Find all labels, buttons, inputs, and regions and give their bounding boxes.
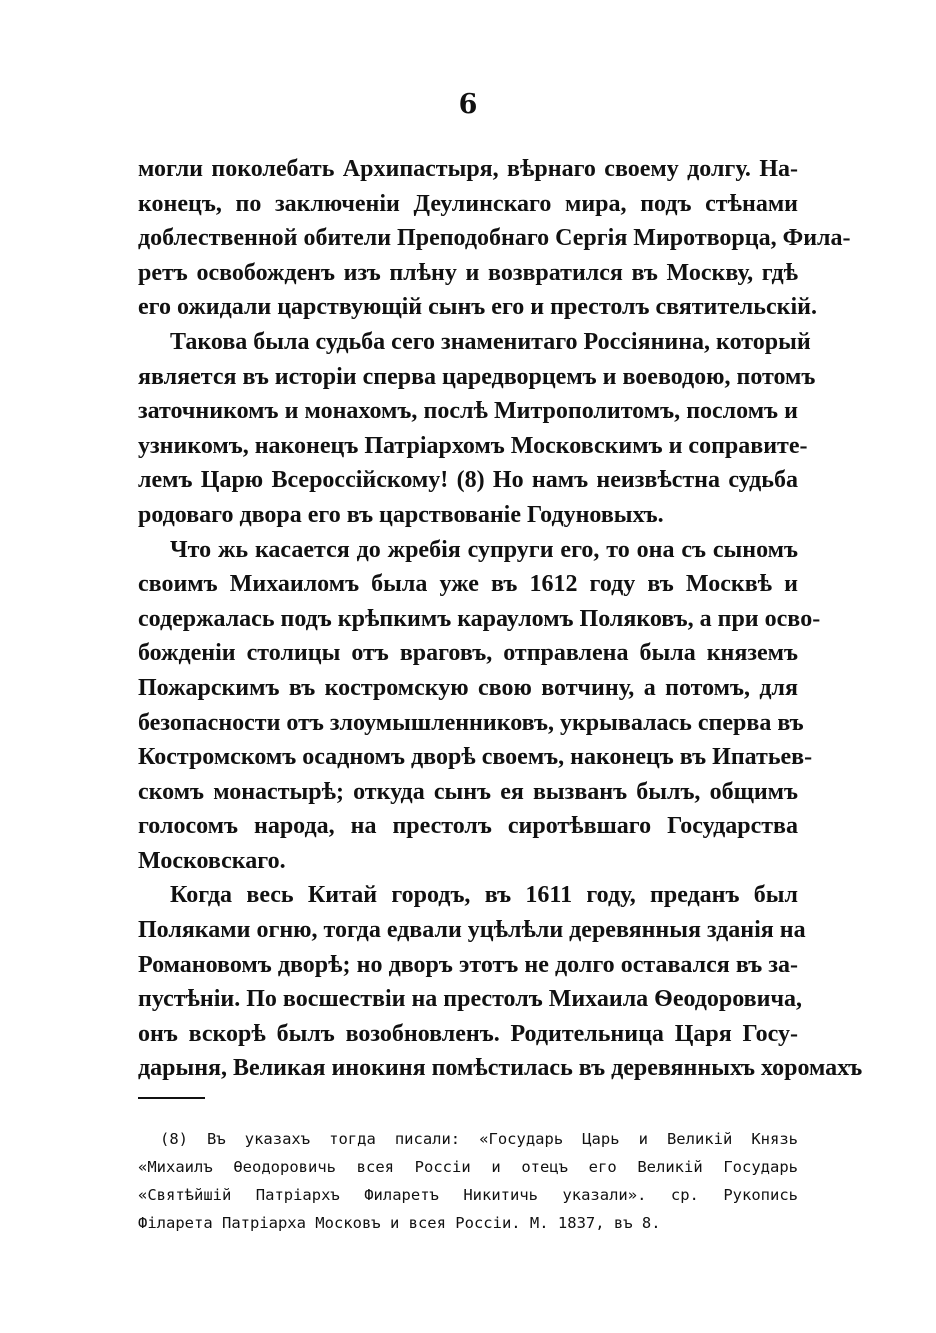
text-line: Что жь касается до жребія супруги его, то она съ сыномъ (170, 536, 798, 563)
text-line: содержалась подъ крѣпкимъ карауломъ Поляковъ, а при освo- (138, 605, 821, 632)
footnote-line: «Михаилъ Ѳеодоровичь всея Россіи и отецъ его Великій Государь (138, 1158, 798, 1176)
text-line: Московскаго. (138, 847, 286, 874)
paragraph-1 (138, 152, 851, 325)
text-line: Костромскомъ осадномъ дворѣ своемъ, наконецъ въ Ипатьев- (138, 744, 813, 771)
text-line: могли поколебать Архипастыря, вѣрнаго своему долгу. На- (138, 156, 798, 182)
text-line: ретъ освобожденъ изъ плѣну и возвратился въ Москву, гдѣ (138, 259, 798, 286)
text-line: дарыня, Великая инокиня помѣстилась въ деревянныхъ хоромахъ (138, 1055, 863, 1082)
text-line: является въ исторіи сперва царедворцемъ и воеводою, потомъ (138, 363, 816, 390)
text-line: узникомъ, наконецъ Патріархомъ Московскимъ и соправите- (138, 432, 808, 459)
text-line: лемъ Царю Всероссійскому! (8) Но намъ неизвѣстна судьба (138, 467, 798, 494)
main-text (138, 152, 863, 1086)
text-line: голосомъ народа, на престолъ сиротѣвшаго Государства (138, 813, 798, 840)
text-line: Такова была судьба сего знаменитаго Россіянина, который (170, 328, 811, 355)
text-line: родоваго двора его въ царствованіе Годуновыхъ. (138, 501, 664, 528)
text-line: Романовомъ дворѣ; но дворъ этотъ не долго оставался въ за- (138, 951, 798, 978)
paragraph-4 (138, 878, 863, 1086)
text-line: скомъ монастырѣ; откуда сынъ ея вызванъ былъ, общимъ (138, 778, 798, 805)
text-line: пустѣніи. По восшествіи на престолъ Михаила Ѳеодоровича, (138, 986, 802, 1013)
paragraph-2 (138, 325, 816, 533)
text-line: Когда весь Китай городъ, въ 1611 году, преданъ был (170, 882, 798, 909)
footnote-8 (138, 1125, 798, 1237)
footnote-line: Філарета Патріарха Московъ и всея Россіи. М. 1837, въ 8. (138, 1214, 661, 1232)
page-number: 6 (458, 89, 478, 120)
text-line: заточникомъ и монахомъ, послѣ Митрополитомъ, посломъ и (138, 398, 798, 425)
text-line: своимъ Михаиломъ была уже въ 1612 году въ Москвѣ и (138, 571, 798, 598)
text-line: божденіи столицы отъ враговъ, отправлена была княземъ (138, 640, 798, 667)
text-line: Пожарскимъ въ костромскую свою вотчину, а потомъ, для (138, 674, 798, 701)
paragraph-3 (138, 533, 821, 879)
text-line: конецъ, по заключеніи Деулинскаго мира, подъ стѣнами (138, 190, 798, 217)
text-line: Поляками огню, тогда едвали уцѣлѣли деревянныя зданія на (138, 917, 806, 944)
text-line: онъ вскорѣ былъ возобновленъ. Родительница Царя Госу- (138, 1020, 798, 1047)
text-line: его ожидали царствующій сынъ его и престолъ святительскій. (138, 294, 817, 321)
footnote-divider (138, 1097, 205, 1099)
footnote-line: «Святѣйшій Патріархъ Филаретъ Никитичь указали». ср. Рукопись (138, 1186, 798, 1204)
footnote-line: (8) Въ указахъ тогда писали: «Государь Царь и Великій Князь (160, 1130, 798, 1148)
text-line: безопасности отъ злоумышленниковъ, укрывалась сперва въ (138, 709, 804, 736)
text-line: доблественной обители Преподобнаго Сергія Миротворца, Фила- (138, 225, 851, 252)
